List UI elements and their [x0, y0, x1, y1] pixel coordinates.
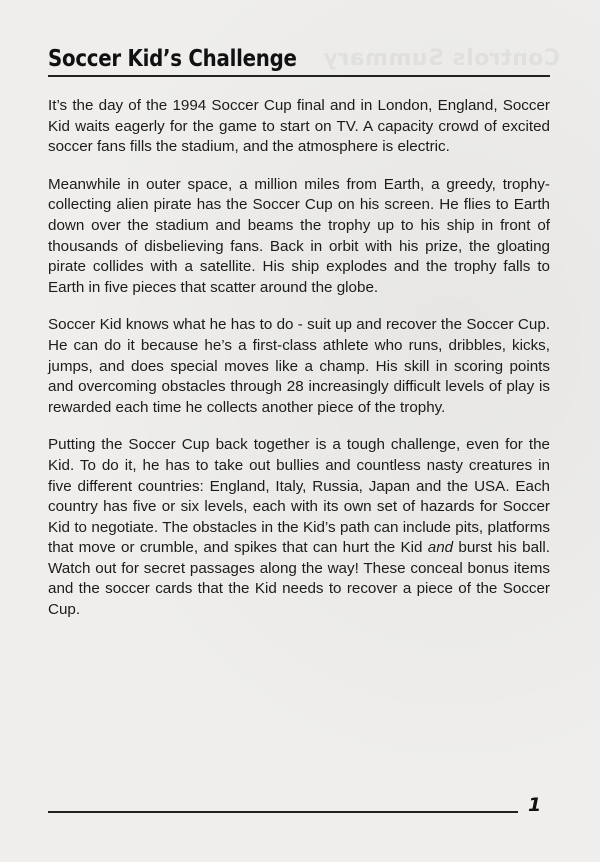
paragraph-text: Soccer Kid knows what he has to do - suit up and recover the Soccer Cup. He can do it because he’s a first-class athlete who runs, dribbles, kicks, jumps, and does special moves like a champ. His skill in scoring points and overcoming obstacles through 28 increasingly difficult levels of play is rewarded each time he collects another piece of the trophy.	[48, 316, 550, 416]
story-paragraph	[48, 175, 550, 299]
story-paragraph	[48, 435, 550, 620]
story-body	[48, 96, 550, 638]
title-underline	[48, 75, 550, 77]
paragraph-text: It’s the day of the 1994 Soccer Cup final and in London, England, Soccer Kid waits eagerly for the game to start on TV. A capacity crowd of excited soccer fans fills the stadium, and the atmosphere is electric.	[48, 97, 550, 156]
emphasis-text: and	[427, 539, 454, 557]
footer-rule	[48, 811, 518, 813]
story-paragraph	[48, 96, 550, 158]
bleed-through-heading: Controls Summary	[322, 46, 560, 71]
page-title: Soccer Kid’s Challenge	[48, 46, 297, 72]
page-header	[48, 44, 550, 77]
story-paragraph	[48, 315, 550, 418]
paragraph-text: Putting the Soccer Cup back together is a tough challenge, even for the Kid. To do it, he has to take out bullies and countless nasty creatures in five different countries: England, Italy, Russia, Japan and the USA. Each country has five or six levels, each with its own set of hazards for Soccer Kid to negotiate. The obstacles in the Kid’s path can include pits, platforms that move or crumble, and spikes that can hurt the Kid	[48, 436, 550, 557]
paragraph-text: burst his ball. Watch out for secret passages along the way! These conceal bonus items and the soccer cards that the Kid needs to recover a piece of the Soccer Cup.	[48, 539, 550, 619]
page-number: 1	[528, 794, 542, 816]
paragraph-text: Meanwhile in outer space, a million miles from Earth, a greedy, trophy-collecting alien pirate has the Soccer Cup on his screen. He flies to Earth down over the stadium and beams the trophy up to his ship in front of thousands of disbelieving fans. Back in orbit with his prize, the gloating pirate collides with a satellite. His ship explodes and the trophy falls to Earth in five pieces that scatter around the globe.	[48, 175, 550, 296]
